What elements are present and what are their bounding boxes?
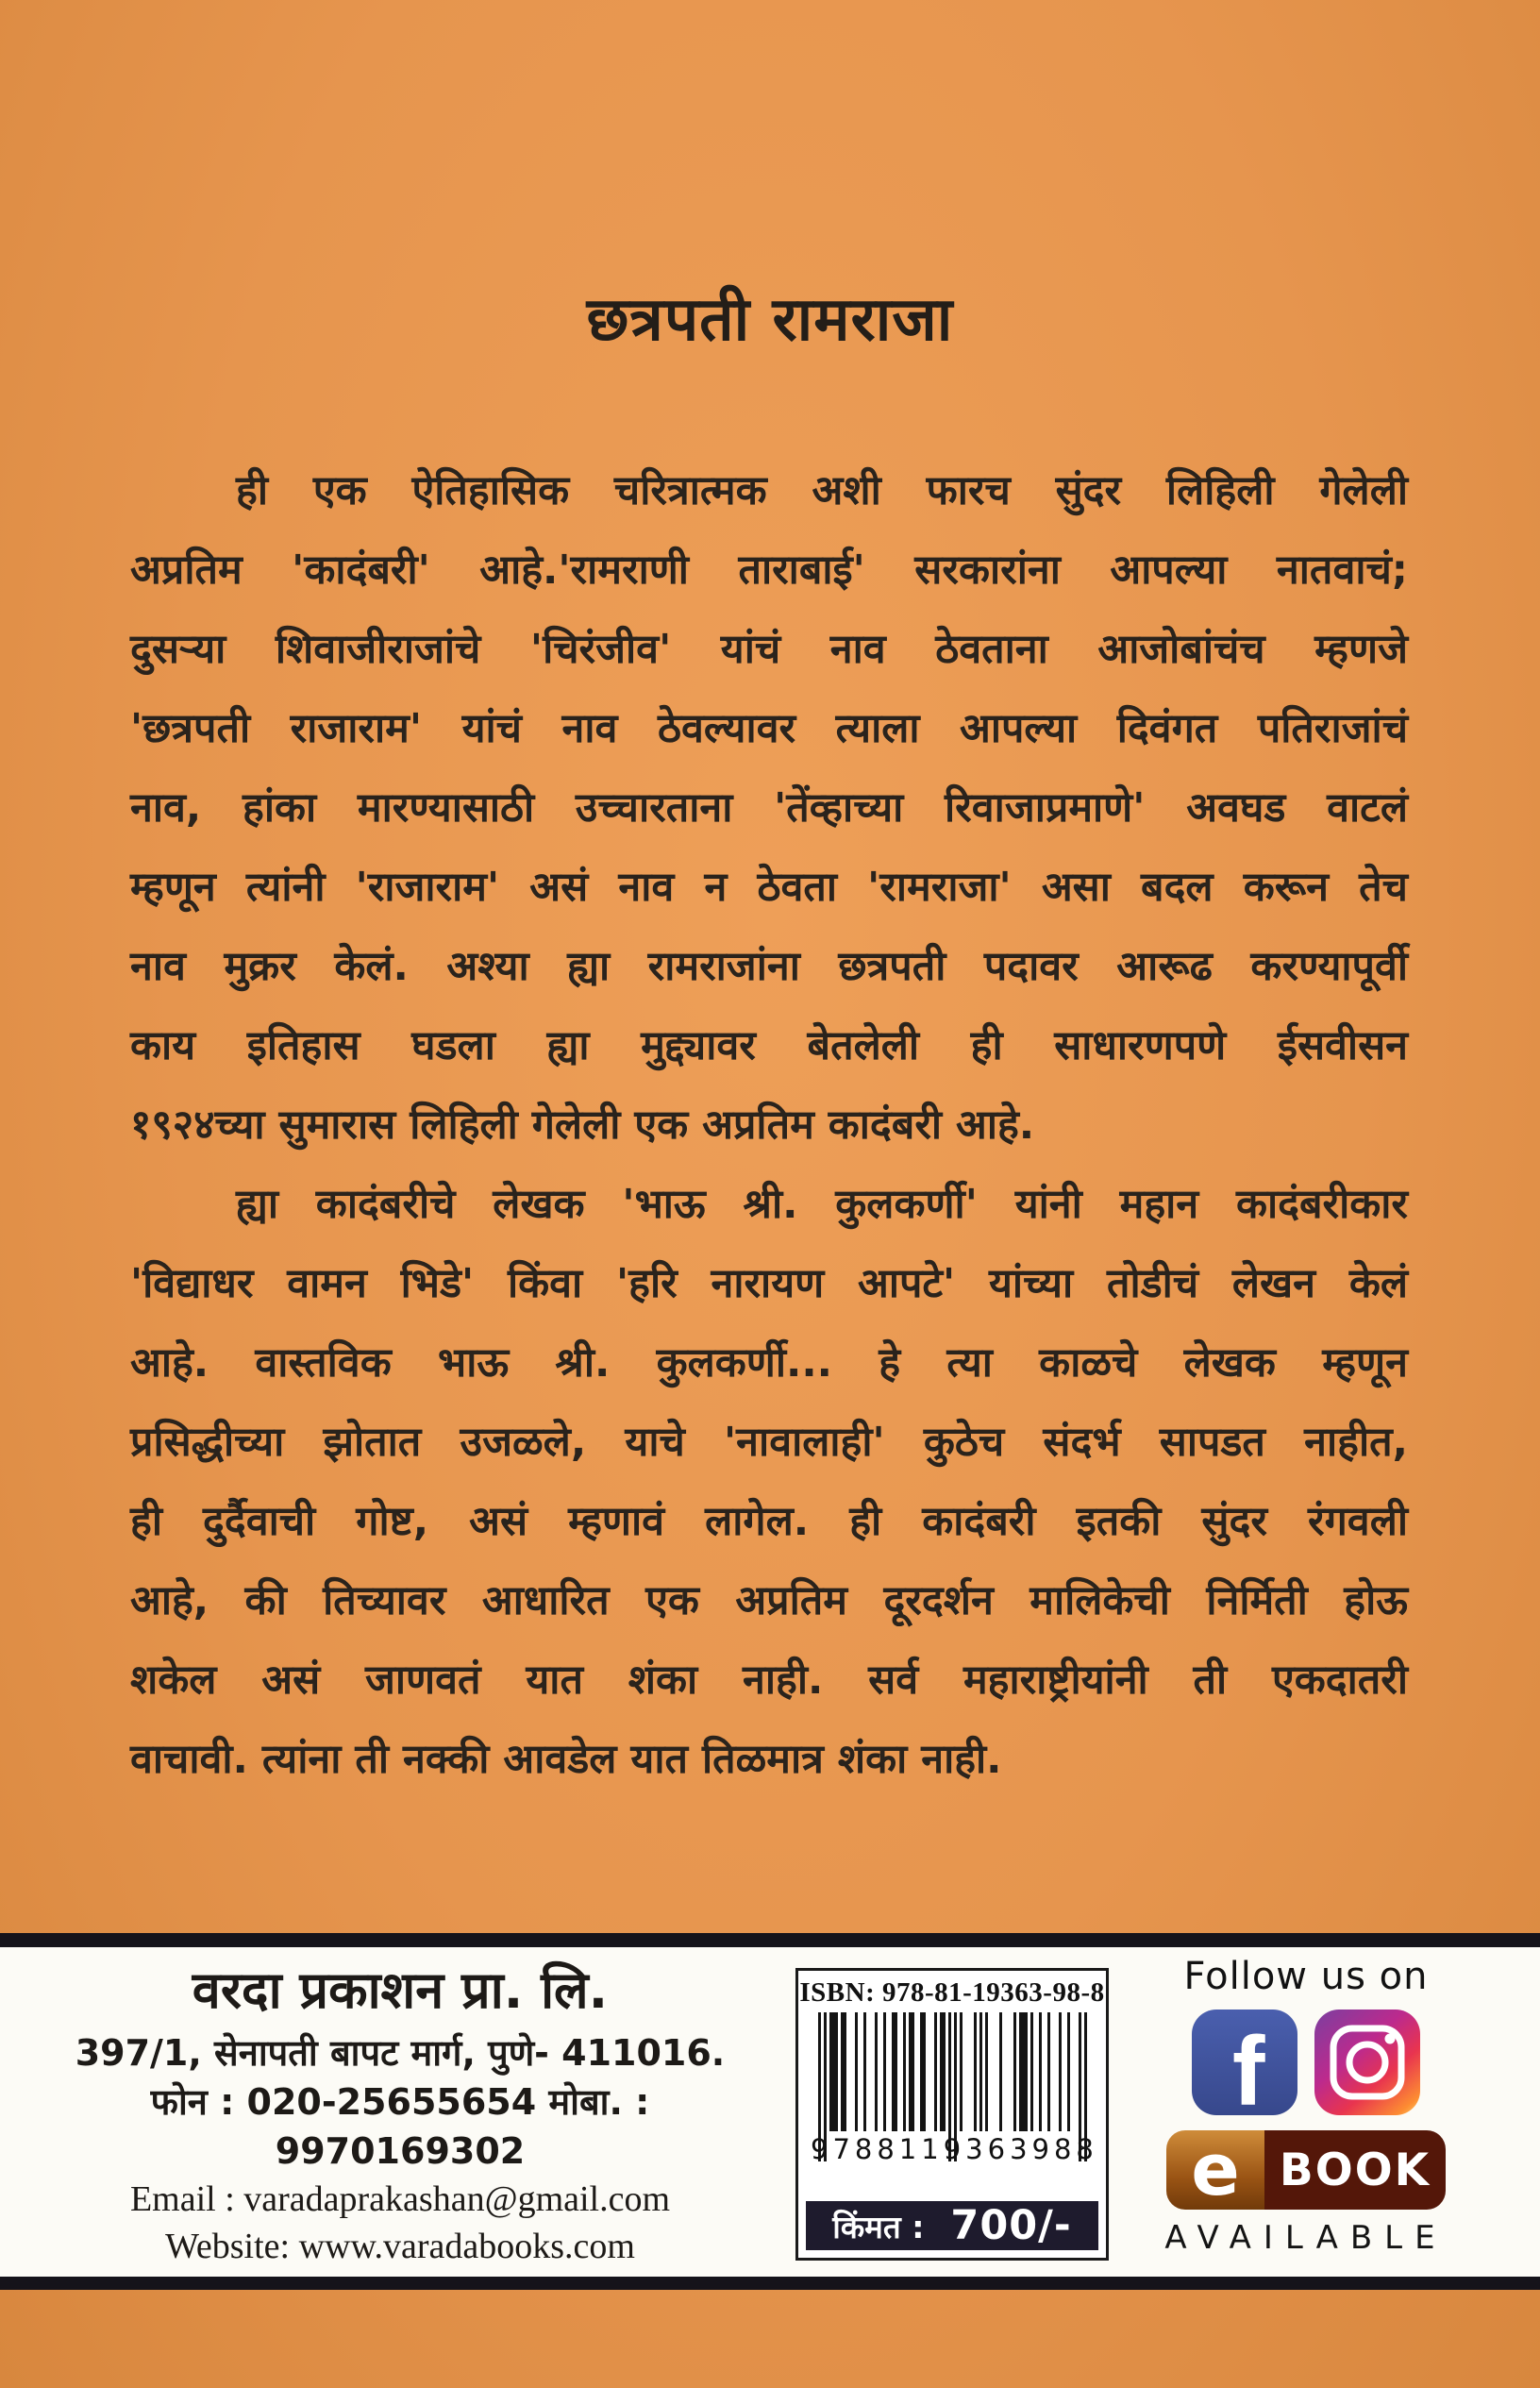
- publisher-email: Email : varadaprakashan@gmail.com: [129, 2179, 671, 2219]
- publisher-name: वरदा प्रकाशन प्रा. लि.: [192, 1960, 609, 2020]
- instagram-icon: [1314, 2010, 1420, 2115]
- price-value: 700/-: [950, 2202, 1072, 2249]
- footer-separator-bottom: [0, 2277, 1540, 2290]
- barcode-digits: [811, 2133, 1098, 2165]
- publisher-block: [26, 1957, 774, 2270]
- footer-separator-top: [0, 1933, 1540, 1947]
- publisher-website: Website: www.varadabooks.com: [165, 2227, 635, 2266]
- book-title: छत्रपती रामराजा: [586, 285, 954, 355]
- barcode-digit-group: 363988: [965, 2133, 1098, 2165]
- blurb-line: दुसऱ्या शिवाजीराजांचे 'चिरंजीव' यांचं नाव ठेवताना आजोबांचंच म्हणजे: [130, 626, 1408, 673]
- blurb-line: 'विद्याधर वामन भिडे' किंवा 'हरि नारायण आपटे' यांच्या तोडीचं लेखन केलं: [130, 1260, 1408, 1307]
- blurb-line: आहे, की तिच्यावर आधारित एक अप्रतिम दूरदर्शन मालिकेची निर्मिती होऊ: [130, 1577, 1408, 1624]
- blurb-line: ह्या कादंबरीचे लेखक 'भाऊ श्री. कुलकर्णी' यांनी महान कादंबरीकार: [236, 1181, 1408, 1228]
- blurb-line: वाचावी. त्यांना ती नक्की आवडेल यात तिळमात्र शंका नाही.: [130, 1736, 1002, 1783]
- blurb-line: काय इतिहास घडला ह्या मुद्द्यावर बेतलेली ही साधारणपणे ईसवीसन: [130, 1022, 1408, 1069]
- ebook-badge: [1166, 2130, 1446, 2210]
- blurb-line: शकेल असं जाणवतं यात शंका नाही. सर्व महाराष्ट्रीयांनी ती एकदातरी: [130, 1656, 1408, 1704]
- blurb-line: १९२४च्या सुमारास लिहिली गेलेली एक अप्रतिम कादंबरी आहे.: [130, 1102, 1035, 1149]
- blurb-line: नाव, हांका मारण्यासाठी उच्चारताना 'तेंव्हाच्या रिवाजाप्रमाणे' अवघड वाटलं: [130, 784, 1408, 832]
- blurb-line: अप्रतिम 'कादंबरी' आहे.'रामराणी ताराबाई' सरकारांना आपल्या नातवाचं;: [130, 547, 1408, 594]
- publisher-address: 397/1, सेनापती बापट मार्ग, पुणे- 411016.: [75, 2032, 726, 2074]
- price-label: किंमत :: [832, 2208, 925, 2245]
- blurb-line: नाव मुक्रर केलं. अश्या ह्या रामराजांना छत्रपती पदावर आरूढ करण्यापूर्वी: [130, 943, 1408, 990]
- social-icons: [1159, 2010, 1453, 2115]
- barcode-digit-group: 788119: [832, 2133, 966, 2165]
- blurb-line: 'छत्रपती राजाराम' यांचं नाव ठेवल्यावर त्याला आपल्या दिवंगत पतिराजांचं: [130, 705, 1408, 752]
- footer: [0, 1947, 1540, 2277]
- isbn-block: [795, 1968, 1109, 2261]
- blurb-line: ही एक ऐतिहासिक चरित्रात्मक अशी फारच सुंदर लिहिली गेलेली: [236, 467, 1408, 514]
- facebook-icon: f: [1192, 2010, 1297, 2115]
- ebook-e-icon: e: [1166, 2130, 1264, 2210]
- isbn-number: ISBN: 978-81-19363-98-8: [799, 1977, 1105, 2008]
- price-band: [806, 2201, 1098, 2250]
- ebook-book-label: BOOK: [1264, 2130, 1446, 2210]
- blurb-line: प्रसिद्धीच्या झोतात उजळले, याचे 'नावालाही' कुठेच संदर्भ सापडत नाहीत,: [130, 1419, 1408, 1466]
- publisher-phone: फोन : 020-25655654 मोबा. : 9970169302: [150, 2081, 650, 2172]
- book-blurb: [130, 451, 1408, 1799]
- social-block: [1159, 1955, 1453, 2257]
- barcode-digit-group: 9: [811, 2133, 833, 2165]
- blurb-line: म्हणून त्यांनी 'राजाराम' असं नाव न ठेवता 'रामराजा' असा बदल करून तेच: [130, 864, 1408, 911]
- blurb-line: आहे. वास्तविक भाऊ श्री. कुलकर्णी... हे त्या काळचे लेखक म्हणून: [130, 1339, 1408, 1387]
- ebook-available-label: AVAILABLE: [1164, 2219, 1448, 2257]
- follow-us-label: Follow us on: [1183, 1955, 1429, 1998]
- blurb-line: ही दुर्दैवाची गोष्ट, असं म्हणावं लागेल. ही कादंबरी इतकी सुंदर रंगवली: [130, 1498, 1408, 1545]
